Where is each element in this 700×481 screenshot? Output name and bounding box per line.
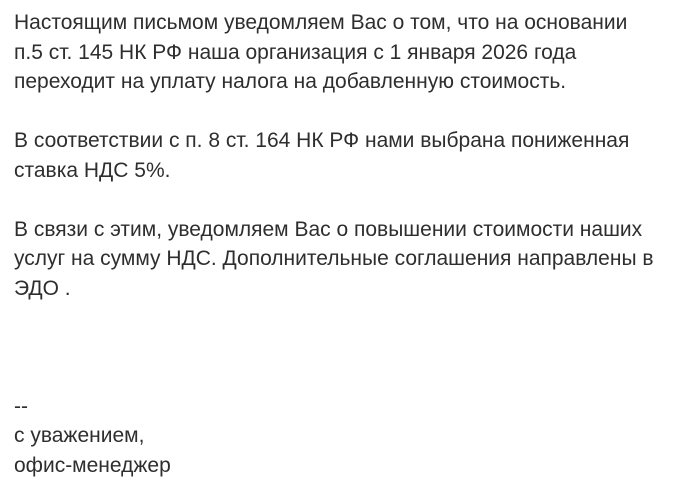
text-line: ЭДО .	[14, 276, 71, 300]
text-line: В связи с этим, уведомляем Вас о повышении стоимости наших	[14, 217, 643, 241]
signature-line-role: офис-менеджер	[14, 453, 171, 477]
signature-separator: --	[14, 394, 28, 418]
paragraph-vat-transition	[14, 8, 686, 97]
paragraph-vat-rate	[14, 126, 686, 185]
text-line: п.5 ст. 145 НК РФ наша организация с 1 января 2026 года	[14, 40, 577, 64]
text-line: ставка НДС 5%.	[14, 158, 171, 182]
text-line: Настоящим письмом уведомляем Вас о том, что на основании	[14, 11, 628, 34]
text-line: переходит на уплату налога на добавленную стоимость.	[14, 70, 567, 93]
signature-line-regards: с уважением,	[14, 424, 145, 447]
text-line: В соответствии с п. 8 ст. 164 НК РФ нами выбрана пониженная	[14, 129, 630, 152]
text-line: услуг на сумму НДС. Дополнительные соглашения направлены в	[14, 247, 654, 270]
signature-block	[14, 392, 686, 481]
paragraph-price-increase	[14, 215, 686, 304]
